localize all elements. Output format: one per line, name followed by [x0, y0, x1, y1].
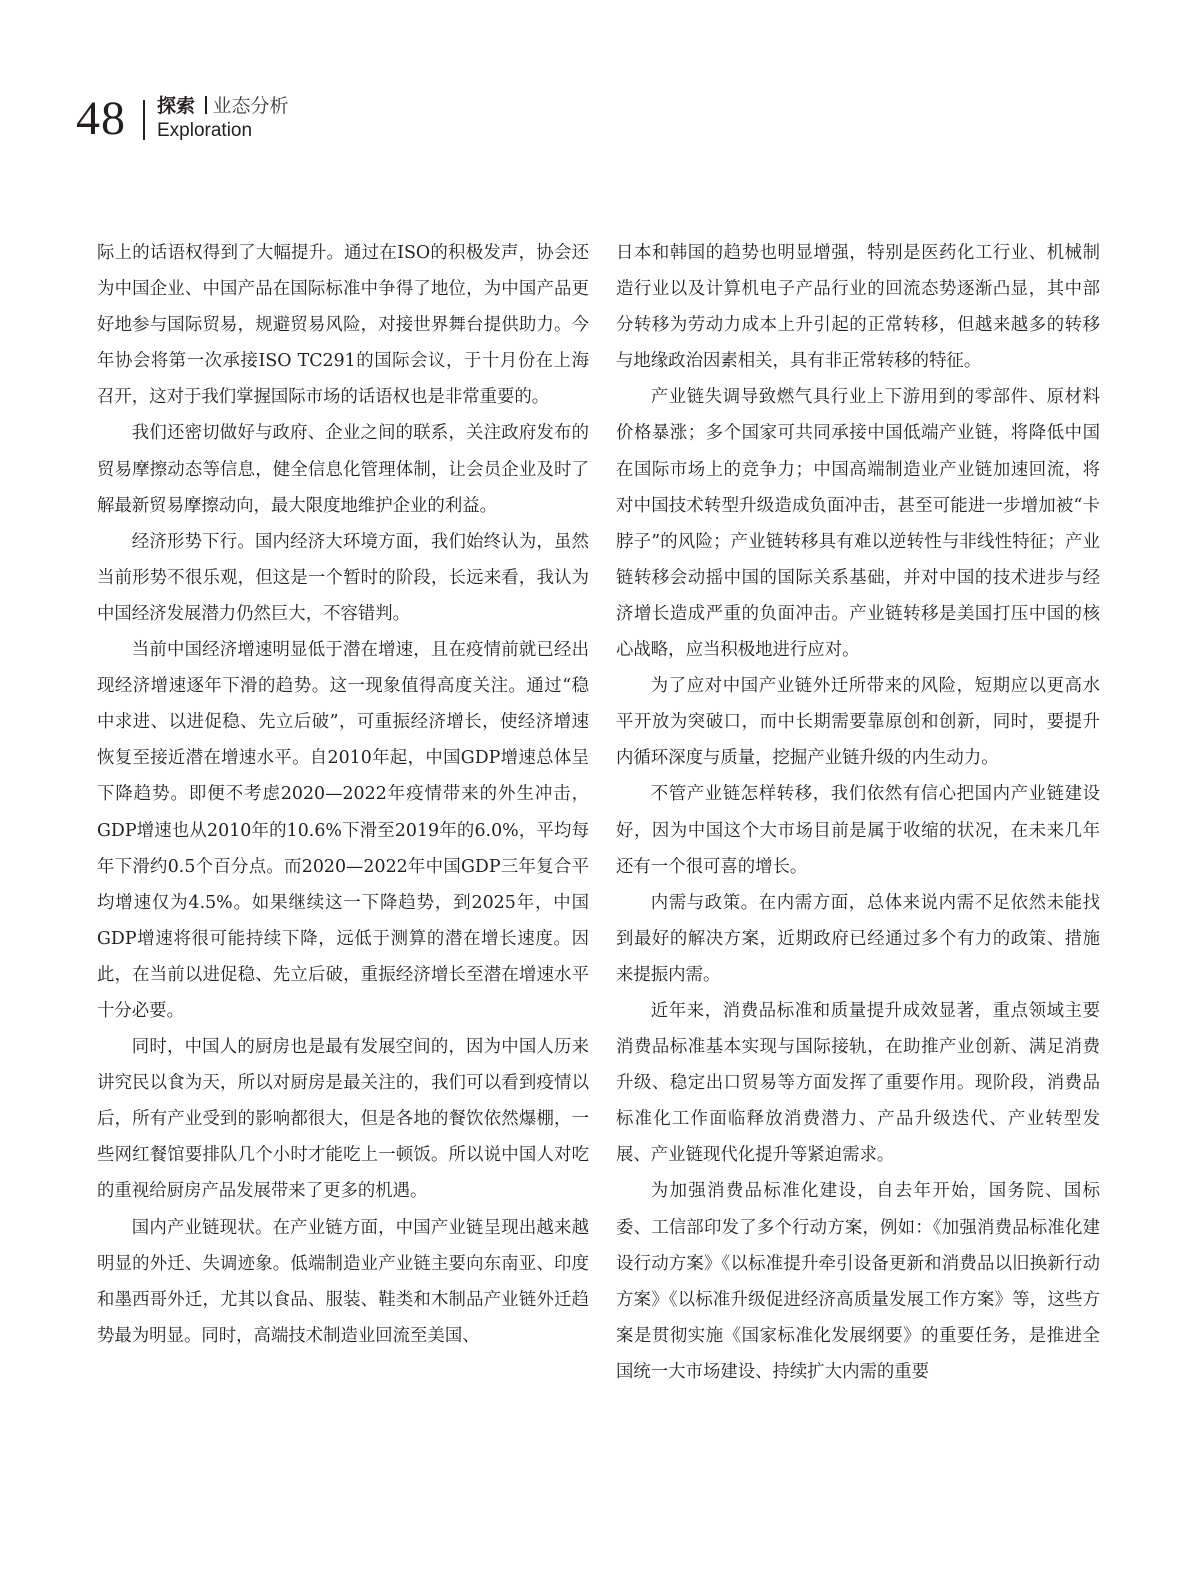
section-subtitle: 业态分析 — [212, 95, 289, 117]
paragraph: 内需与政策。在内需方面，总体来说内需不足依然未能找到最好的解决方案，近期政府已经通过多个有力的政策、措施来提振内需。 — [616, 892, 1100, 985]
paragraph: 我们还密切做好与政府、企业之间的联系，关注政府发布的贸易摩擦动态等信息，健全信息化管理体制，让会员企业及时了解最新贸易摩擦动向，最大限度地维护企业的利益。 — [97, 423, 589, 516]
paragraph: 为加强消费品标准化建设，自去年开始，国务院、国标委、工信部印发了多个行动方案，例如：《加强消费品标准化建设行动方案》《以标准提升牵引设备更新和消费品以旧换新行动方案》《以标准升级促进经济高质量发展工作方案》等，这些方案是贯彻实施《国家标准化发展纲要》的重要任务，是推进全国统一大市场建设、持续扩大内需的重要 — [616, 1181, 1100, 1382]
header-divider — [143, 100, 145, 140]
page-number: 48 — [76, 92, 126, 145]
paragraph: 为了应对中国产业链外迁所带来的风险，短期应以更高水平开放为突破口，而中长期需要靠原创和创新，同时，要提升内循环深度与质量，挖掘产业链升级的内生动力。 — [616, 676, 1100, 769]
paragraph: 经济形势下行。国内经济大环境方面，我们始终认为，虽然当前形势不很乐观，但这是一个暂时的阶段，长远来看，我认为中国经济发展潜力仍然巨大，不容错判。 — [97, 531, 589, 624]
paragraph: 同时，中国人的厨房也是最有发展空间的，因为中国人历来讲究民以食为天，所以对厨房是最关注的，我们可以看到疫情以后，所有产业受到的影响都很大，但是各地的餐饮依然爆棚，一些网红餐馆要排队几个小时才能吃上一顿饭。所以说中国人对吃的重视给厨房产品发展带来了更多的机遇。 — [97, 1037, 589, 1202]
paragraph: 不管产业链怎样转移，我们依然有信心把国内产业链建设好，因为中国这个大市场目前是属于收缩的状况，在未来几年还有一个很可喜的增长。 — [616, 784, 1100, 877]
paragraph: 日本和韩国的趋势也明显增强，特别是医药化工行业、机械制造行业以及计算机电子产品行业的回流态势逐渐凸显，其中部分转移为劳动力成本上升引起的正常转移，但越来越多的转移与地缘政治因素相关，具有非正常转移的特征。 — [616, 243, 1100, 372]
right-column — [616, 235, 1100, 1390]
section-name: 探索 — [157, 95, 196, 117]
left-column — [97, 235, 589, 1354]
section-title — [157, 94, 289, 118]
section-separator — [205, 96, 207, 114]
paragraph: 当前中国经济增速明显低于潜在增速，且在疫情前就已经出现经济增速逐年下滑的趋势。这一现象值得高度关注。通过“稳中求进、以进促稳、先立后破”，可重振经济增长，使经济增速恢复至接近潜在增速水平。自2010年起，中国GDP增速总体呈下降趋势。即便不考虑2020—2022年疫情带来的外生冲击，GDP增速也从2010年的10.6%下滑至2019年的6.0%，平均每年下滑约0.5个百分点。而2020—2022年中国GDP三年复合平均增速仅为4.5%。如果继续这一下降趋势，到2025年，中国GDP增速将很可能持续下降，远低于测算的潜在增长速度。因此，在当前以进促稳、先立后破，重振经济增长至潜在增速水平十分必要。 — [97, 640, 589, 1021]
paragraph: 际上的话语权得到了大幅提升。通过在ISO的积极发声，协会还为中国企业、中国产品在国际标准中争得了地位，为中国产品更好地参与国际贸易，规避贸易风险，对接世界舞台提供助力。今年协会将第一次承接ISO TC291的国际会议，于十月份在上海召开，这对于我们掌握国际市场的话语权也是非常重要的。 — [97, 243, 589, 408]
section-english-title: Exploration — [157, 120, 253, 141]
paragraph: 国内产业链现状。在产业链方面，中国产业链呈现出越来越明显的外迁、失调迹象。低端制造业产业链主要向东南亚、印度和墨西哥外迁，尤其以食品、服装、鞋类和木制品产业链外迁趋势最为明显。同时，高端技术制造业回流至美国、 — [97, 1217, 589, 1346]
paragraph: 近年来，消费品标准和质量提升成效显著，重点领域主要消费品标准基本实现与国际接轨，在助推产业创新、满足消费升级、稳定出口贸易等方面发挥了重要作用。现阶段，消费品标准化工作面临释放消费潜力、产品升级迭代、产业转型发展、产业链现代化提升等紧迫需求。 — [616, 1000, 1100, 1166]
paragraph: 产业链失调导致燃气具行业上下游用到的零部件、原材料价格暴涨；多个国家可共同承接中国低端产业链，将降低中国在国际市场上的竞争力；中国高端制造业产业链加速回流，将对中国技术转型升级造成负面冲击，甚至可能进一步增加被“卡脖子”的风险；产业链转移具有难以逆转性与非线性特征；产业链转移会动摇中国的国际关系基础，并对中国的技术进步与经济增长造成严重的负面冲击。产业链转移是美国打压中国的核心战略，应当积极地进行应对。 — [616, 387, 1100, 661]
